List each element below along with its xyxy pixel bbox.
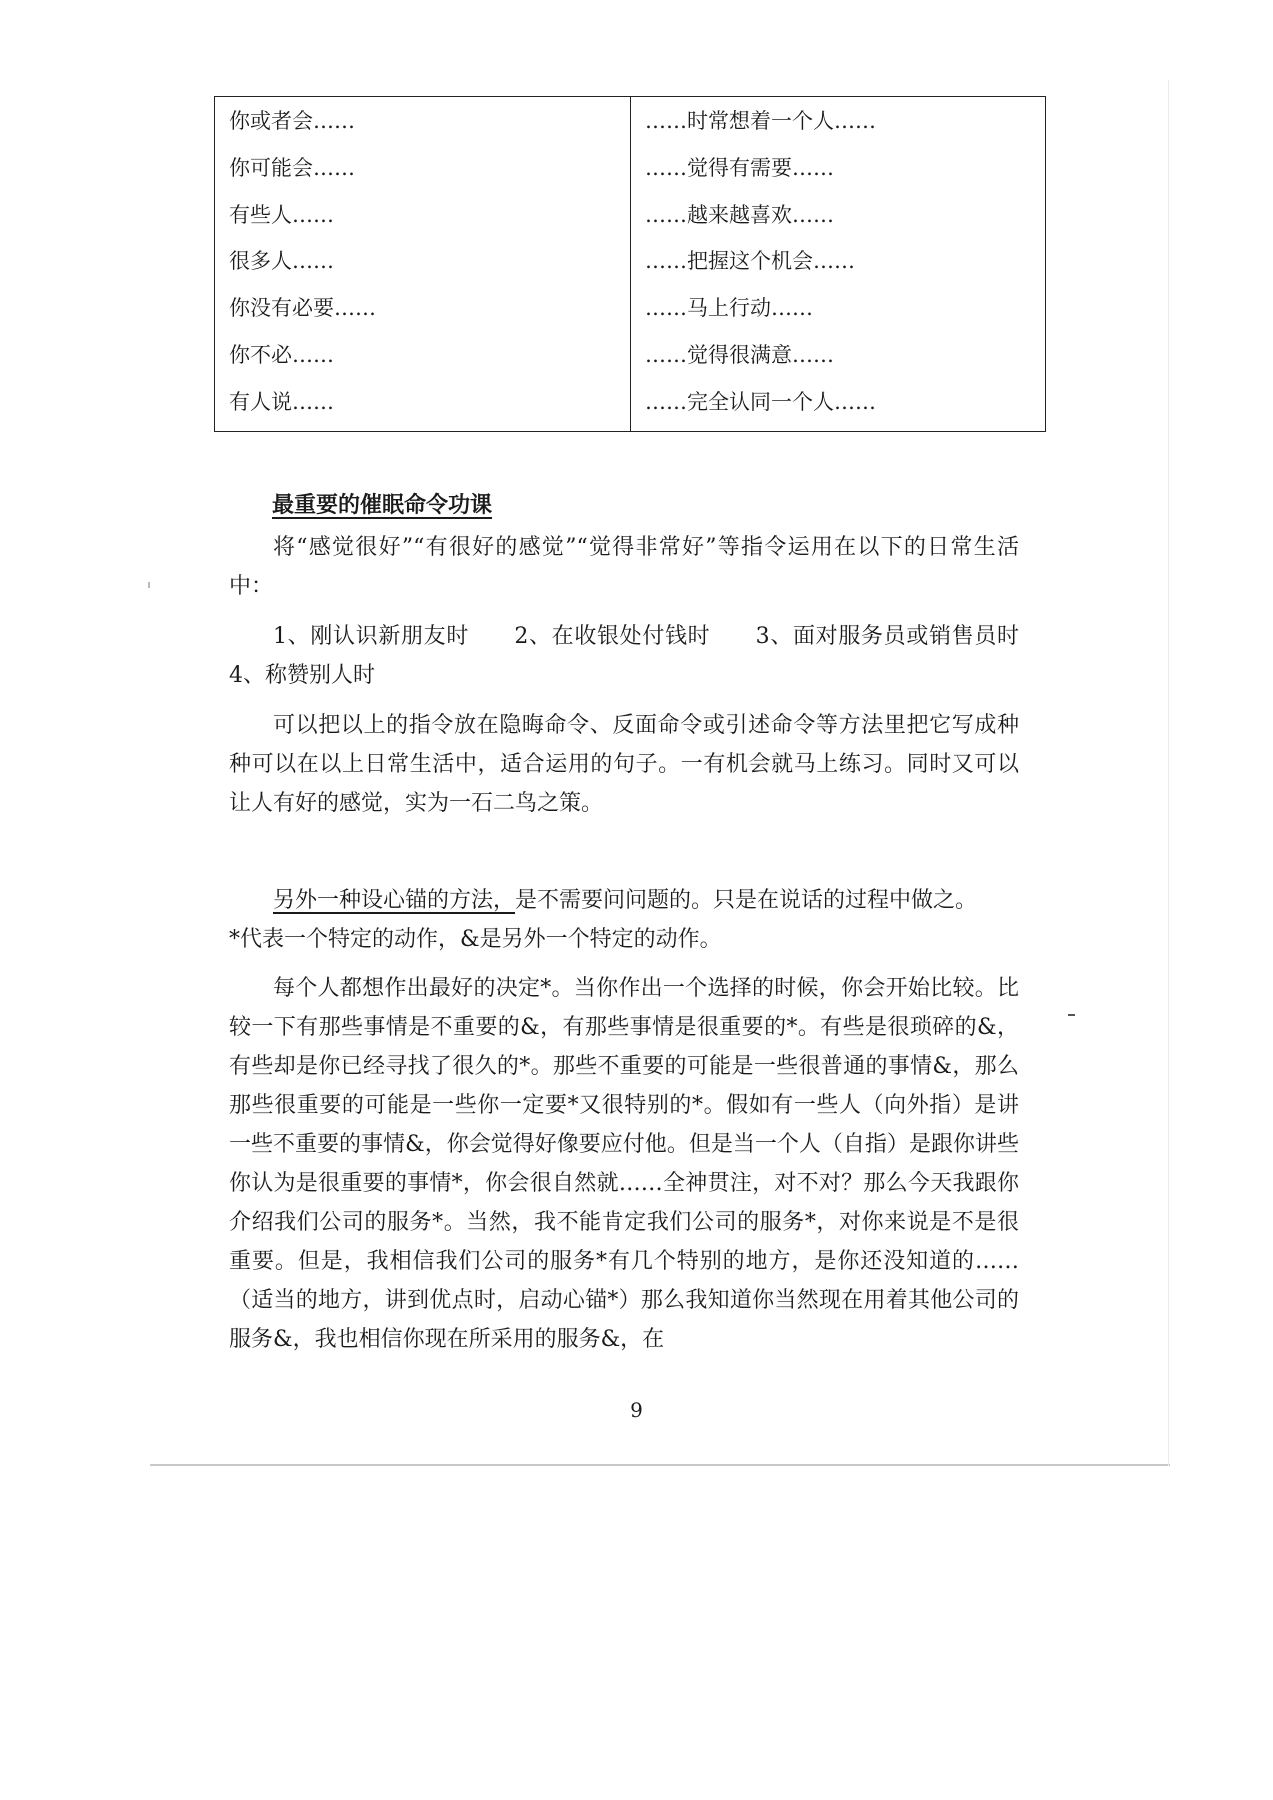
- page-right-edge: [1168, 80, 1169, 1466]
- page-bottom-edge: [150, 1464, 1170, 1466]
- left-phrase: 有些人……: [229, 202, 334, 227]
- right-phrase: ……越来越喜欢……: [645, 202, 834, 227]
- paragraph-anchor-example: 每个人都想作出最好的决定*。当你作出一个选择的时候，你会开始比较。比较一下有那些事情是不重要的&，有那些事情是很重要的*。有些是很琐碎的&，有些却是你已经寻找了很久的*。那些不重要的可能是一些很普通的事情&，那么那些很重要的可能是一些你一定要*又很特别的*。假如有一些人（向外指）是讲一些不重要的事情&，你会觉得好像要应付他。但是当一个人（自指）是跟你讲些你认为是很重要的事情*，你会很自然就……全神贯注，对不对？那么今天我跟你介绍我们公司的服务*。当然，我不能肯定我们公司的服务*，对你来说是不是很重要。但是，我相信我们公司的服务*有几个特别的地方，是你还没知道的……（适当的地方，讲到优点时，启动心锚*）那么我知道你当然现在用着其他公司的服务&，我也相信你现在所采用的服务&，在: [229, 976, 1019, 1352]
- right-column: [631, 97, 1046, 432]
- anchor-intro-text: 是不需要问问题的。只是在说话的过程中做之。: [515, 888, 978, 913]
- paragraph-symbol-legend: *代表一个特定的动作，&是另外一个特定的动作。: [229, 927, 722, 952]
- section-title: 最重要的催眠命令功课: [272, 492, 493, 518]
- right-phrase: ……觉得有需要……: [645, 155, 834, 180]
- phrase-pairs-table: [214, 96, 1046, 432]
- scan-speck: [148, 582, 150, 588]
- left-phrase: 有人说……: [229, 389, 334, 414]
- right-phrase: ……把握这个机会……: [645, 249, 855, 274]
- paragraph-anchor-intro: [229, 881, 1019, 920]
- left-phrase: 很多人……: [229, 249, 334, 274]
- table-row: [215, 97, 1046, 432]
- paragraph-list-items: 1、刚认识新朋友时 2、在收银处付钱时 3、面对服务员或销售员时 4、称赞别人时: [229, 624, 1042, 688]
- right-phrase: ……完全认同一个人……: [645, 389, 876, 414]
- paragraph-instruction: 将“感觉很好”“有很好的感觉”“觉得非常好”等指令运用在以下的日常生活中：: [229, 535, 1019, 599]
- right-phrase: ……觉得很满意……: [645, 342, 834, 367]
- page-number: 9: [630, 1398, 643, 1422]
- left-phrase: 你或者会……: [229, 109, 355, 133]
- paragraph-practice: 可以把以上的指令放在隐晦命令、反面命令或引述命令等方法里把它写成种种可以在以上日常生活中，适合运用的句子。一有机会就马上练习。同时又可以让人有好的感觉，实为一石二鸟之策。: [229, 713, 1019, 816]
- left-phrase: 你没有必要……: [229, 296, 376, 321]
- right-phrase: ……马上行动……: [645, 296, 813, 321]
- anchor-method-phrase: 另外一种设心锚的方法，: [273, 888, 516, 913]
- right-phrase: ……时常想着一个人……: [645, 109, 876, 133]
- left-phrase: 你可能会……: [229, 155, 355, 180]
- scan-speck: [1068, 1014, 1075, 1016]
- left-phrase: 你不必……: [229, 342, 334, 367]
- left-column: [215, 97, 631, 432]
